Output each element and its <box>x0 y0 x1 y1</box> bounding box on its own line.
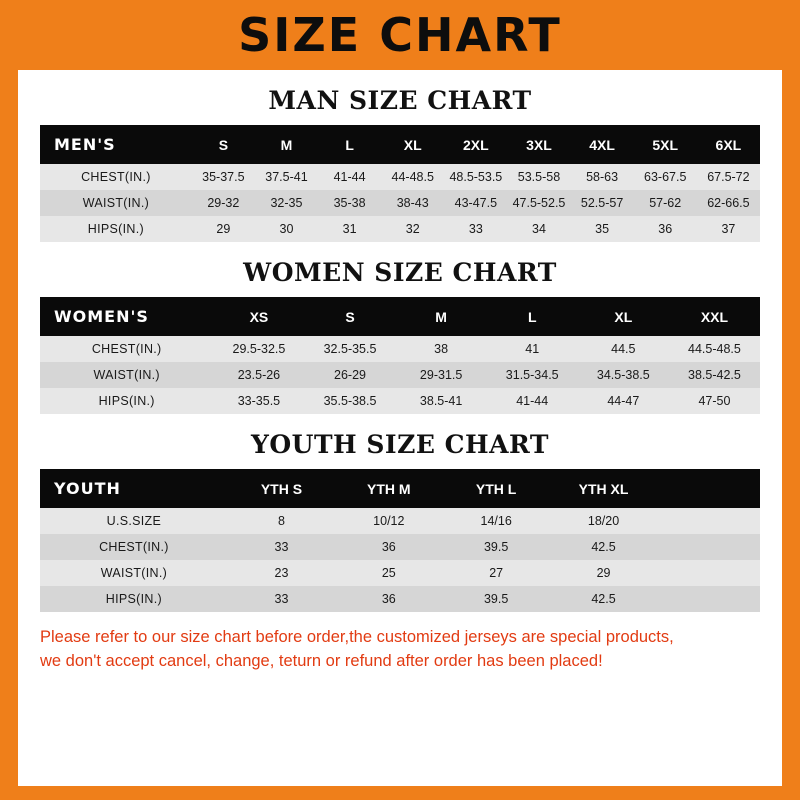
youth-cell: 27 <box>442 560 549 586</box>
table-row <box>40 560 760 586</box>
women-col-header: L <box>487 297 578 336</box>
men-cell: 35-37.5 <box>192 164 255 190</box>
youth-table-body <box>40 508 760 612</box>
women-cell: 29.5-32.5 <box>213 336 304 362</box>
men-cell: 67.5-72 <box>697 164 760 190</box>
women-cell: 34.5-38.5 <box>578 362 669 388</box>
table-row <box>40 190 760 216</box>
youth-cell: 39.5 <box>442 534 549 560</box>
header-band <box>0 0 800 70</box>
men-cell: 33 <box>444 216 507 242</box>
youth-cell: 33 <box>228 534 335 560</box>
men-cell: 58-63 <box>571 164 634 190</box>
women-cell: 41 <box>487 336 578 362</box>
men-col-header: M <box>255 125 318 164</box>
men-row-label: WAIST(IN.) <box>40 190 192 216</box>
youth-cell-spacer <box>657 508 760 534</box>
youth-cell-spacer <box>657 560 760 586</box>
men-col-header: XL <box>381 125 444 164</box>
youth-col-header-spacer <box>657 469 760 508</box>
women-size-table <box>40 297 760 414</box>
footer-line-1: Please refer to our size chart before order,the customized jerseys are special products, <box>40 628 674 646</box>
men-table-head <box>40 125 760 164</box>
men-cell: 52.5-57 <box>571 190 634 216</box>
women-col-header: XL <box>578 297 669 336</box>
women-cell: 31.5-34.5 <box>487 362 578 388</box>
men-row-label: HIPS(IN.) <box>40 216 192 242</box>
men-cell: 53.5-58 <box>507 164 570 190</box>
youth-row-label: CHEST(IN.) <box>40 534 228 560</box>
table-row <box>40 586 760 612</box>
men-cell: 36 <box>634 216 697 242</box>
youth-size-table <box>40 469 760 612</box>
women-cell: 23.5-26 <box>213 362 304 388</box>
youth-cell: 36 <box>335 586 442 612</box>
footer-line-2: we don't accept cancel, change, teturn or refund after order has been placed! <box>40 651 603 670</box>
women-cell: 38.5-42.5 <box>669 362 760 388</box>
youth-cell-spacer <box>657 586 760 612</box>
table-row <box>40 336 760 362</box>
men-corner-label: MEN'S <box>40 125 192 164</box>
youth-cell: 39.5 <box>442 586 549 612</box>
table-row <box>40 164 760 190</box>
youth-section <box>18 430 782 612</box>
youth-cell: 8 <box>228 508 335 534</box>
women-col-header: XS <box>213 297 304 336</box>
women-section <box>18 258 782 414</box>
men-cell: 63-67.5 <box>634 164 697 190</box>
women-cell: 33-35.5 <box>213 388 304 414</box>
men-col-header: 4XL <box>571 125 634 164</box>
youth-col-header: YTH M <box>335 469 442 508</box>
youth-cell: 23 <box>228 560 335 586</box>
youth-row-label: WAIST(IN.) <box>40 560 228 586</box>
men-col-header: 2XL <box>444 125 507 164</box>
youth-cell: 25 <box>335 560 442 586</box>
men-cell: 57-62 <box>634 190 697 216</box>
women-row-label: WAIST(IN.) <box>40 362 213 388</box>
women-corner-label: WOMEN'S <box>40 297 213 336</box>
men-cell: 37.5-41 <box>255 164 318 190</box>
men-cell: 30 <box>255 216 318 242</box>
youth-cell-spacer <box>657 534 760 560</box>
men-section-title: MAN SIZE CHART <box>268 86 532 115</box>
men-header-row <box>40 125 760 164</box>
youth-col-header: YTH XL <box>550 469 657 508</box>
men-cell: 29 <box>192 216 255 242</box>
youth-corner-label: YOUTH <box>40 469 228 508</box>
youth-cell: 14/16 <box>442 508 549 534</box>
table-row <box>40 534 760 560</box>
women-cell: 26-29 <box>304 362 395 388</box>
men-cell: 44-48.5 <box>381 164 444 190</box>
women-table-head <box>40 297 760 336</box>
table-row <box>40 388 760 414</box>
women-table-body <box>40 336 760 414</box>
youth-cell: 29 <box>550 560 657 586</box>
men-cell: 38-43 <box>381 190 444 216</box>
women-cell: 47-50 <box>669 388 760 414</box>
youth-row-label: U.S.SIZE <box>40 508 228 534</box>
youth-col-header: YTH S <box>228 469 335 508</box>
youth-cell: 33 <box>228 586 335 612</box>
women-header-row <box>40 297 760 336</box>
youth-cell: 18/20 <box>550 508 657 534</box>
women-cell: 44.5-48.5 <box>669 336 760 362</box>
men-cell: 31 <box>318 216 381 242</box>
youth-table-head <box>40 469 760 508</box>
men-table-body <box>40 164 760 242</box>
men-cell: 43-47.5 <box>444 190 507 216</box>
men-cell: 48.5-53.5 <box>444 164 507 190</box>
men-cell: 32-35 <box>255 190 318 216</box>
men-col-header: 6XL <box>697 125 760 164</box>
men-col-header: S <box>192 125 255 164</box>
youth-cell: 42.5 <box>550 534 657 560</box>
men-col-header: 5XL <box>634 125 697 164</box>
men-cell: 62-66.5 <box>697 190 760 216</box>
page-title: SIZE CHART <box>238 8 562 62</box>
footer-disclaimer <box>40 626 760 674</box>
men-row-label: CHEST(IN.) <box>40 164 192 190</box>
men-cell: 32 <box>381 216 444 242</box>
men-cell: 41-44 <box>318 164 381 190</box>
bottom-band <box>0 786 800 800</box>
table-row <box>40 508 760 534</box>
women-cell: 38 <box>396 336 487 362</box>
women-col-header: M <box>396 297 487 336</box>
women-row-label: CHEST(IN.) <box>40 336 213 362</box>
women-cell: 35.5-38.5 <box>304 388 395 414</box>
women-section-title: WOMEN SIZE CHART <box>243 258 557 287</box>
women-col-header: S <box>304 297 395 336</box>
women-cell: 29-31.5 <box>396 362 487 388</box>
women-col-header: XXL <box>669 297 760 336</box>
youth-col-header: YTH L <box>442 469 549 508</box>
youth-header-row <box>40 469 760 508</box>
youth-cell: 36 <box>335 534 442 560</box>
youth-cell: 42.5 <box>550 586 657 612</box>
women-row-label: HIPS(IN.) <box>40 388 213 414</box>
youth-row-label: HIPS(IN.) <box>40 586 228 612</box>
men-section <box>18 86 782 242</box>
men-cell: 37 <box>697 216 760 242</box>
men-col-header: L <box>318 125 381 164</box>
youth-cell: 10/12 <box>335 508 442 534</box>
table-row <box>40 216 760 242</box>
women-cell: 32.5-35.5 <box>304 336 395 362</box>
men-cell: 35-38 <box>318 190 381 216</box>
men-cell: 29-32 <box>192 190 255 216</box>
women-cell: 38.5-41 <box>396 388 487 414</box>
table-row <box>40 362 760 388</box>
men-col-header: 3XL <box>507 125 570 164</box>
men-cell: 35 <box>571 216 634 242</box>
men-cell: 47.5-52.5 <box>507 190 570 216</box>
men-size-table <box>40 125 760 242</box>
men-cell: 34 <box>507 216 570 242</box>
women-cell: 41-44 <box>487 388 578 414</box>
youth-section-title: YOUTH SIZE CHART <box>251 430 549 459</box>
women-cell: 44-47 <box>578 388 669 414</box>
women-cell: 44.5 <box>578 336 669 362</box>
